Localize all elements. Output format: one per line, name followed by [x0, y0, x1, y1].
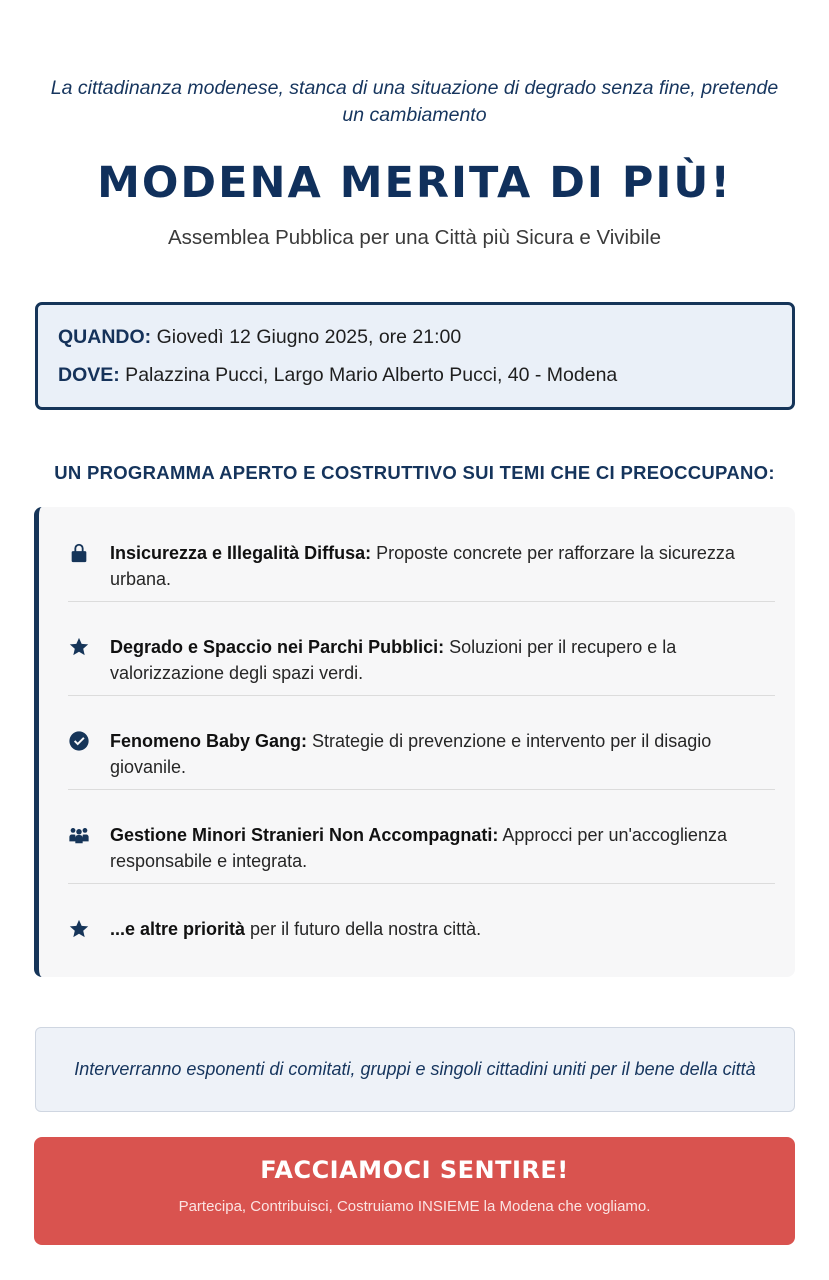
topic-description: Soluzioni per il recupero e la valorizzazione degli spazi verdi.: [110, 637, 677, 683]
when-line: [58, 325, 772, 349]
page-title: MODENA MERITA DI PIÙ!: [97, 158, 732, 208]
program-list: [34, 507, 795, 977]
tagline: La cittadinanza modenese, stanca di una situazione di degrado senza fine, pretende un cambiamento: [50, 77, 779, 126]
star-icon: [68, 916, 110, 942]
topic-title: Gestione Minori Stranieri Non Accompagnati:: [110, 825, 499, 845]
page-subtitle: Assemblea Pubblica per una Città più Sicura e Vivibile: [167, 226, 662, 249]
where-value: Palazzina Pucci, Largo Mario Alberto Pucci, 40 - Modena: [119, 364, 618, 386]
where-line: [58, 363, 772, 387]
list-item: [68, 540, 775, 602]
lock-icon: [68, 540, 110, 566]
program-heading: UN PROGRAMMA APERTO E COSTRUTTIVO SUI TEMI CHE CI PREOCCUPANO:: [54, 462, 775, 483]
when-value: Giovedì 12 Giugno 2025, ore 21:00: [151, 326, 462, 348]
speakers-text: Interverranno esponenti di comitati, gruppi e singoli cittadini uniti per il bene della città: [74, 1059, 756, 1079]
cta-title: FACCIAMOCI SENTIRE!: [260, 1156, 569, 1184]
topic-title: Insicurezza e Illegalità Diffusa:: [110, 543, 372, 563]
topic-description: Approcci per un'accoglienza responsabile e integrata.: [110, 825, 727, 871]
when-label: QUANDO:: [58, 326, 152, 348]
list-item: [68, 728, 775, 790]
speakers-box: [35, 1027, 795, 1112]
topic-description: Strategie di prevenzione e intervento per il disagio giovanile.: [110, 731, 712, 777]
topic-title: Fenomeno Baby Gang:: [110, 731, 308, 751]
list-item: [68, 822, 775, 884]
check-circle-icon: [68, 728, 110, 754]
topic-description: Proposte concrete per rafforzare la sicurezza urbana.: [110, 543, 735, 589]
cta-subtitle: Partecipa, Contribuisci, Costruiamo INSIEME la Modena che vogliamo.: [178, 1198, 651, 1215]
topic-description: per il futuro della nostra città.: [245, 919, 482, 939]
event-info-box: [35, 302, 795, 410]
where-label: DOVE:: [58, 364, 120, 386]
group-icon: [68, 822, 110, 848]
topic-title: Degrado e Spaccio nei Parchi Pubblici:: [110, 637, 445, 657]
topic-title: ...e altre priorità: [110, 919, 246, 939]
star-icon: [68, 634, 110, 660]
list-item: [68, 634, 775, 696]
list-item: [68, 916, 775, 946]
call-to-action-banner: [34, 1137, 795, 1245]
